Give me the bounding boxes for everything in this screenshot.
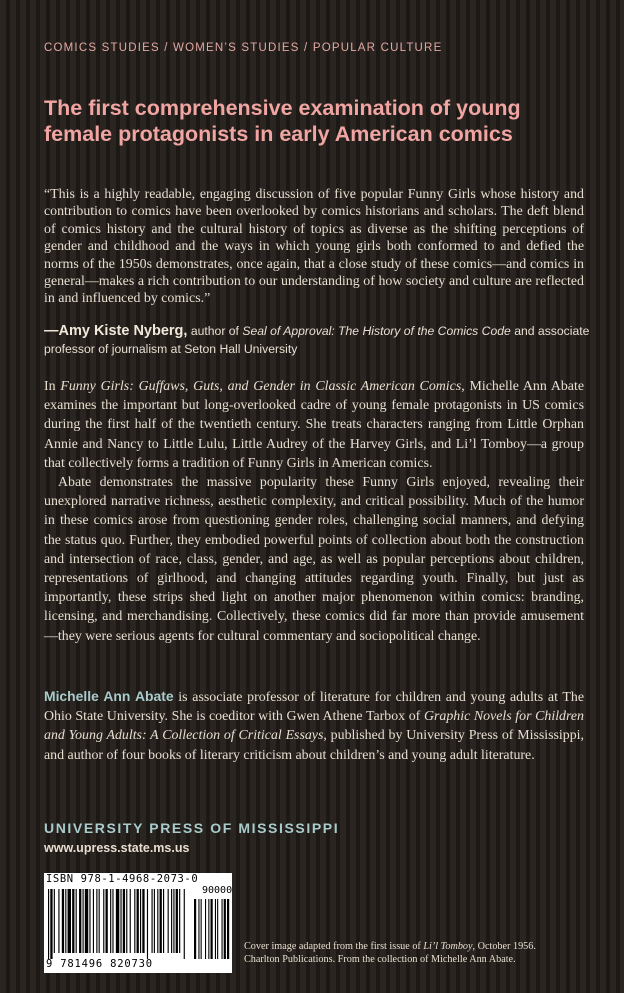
headline bbox=[44, 95, 604, 147]
credit-prefix: Cover image adapted from the first issue of bbox=[244, 941, 424, 952]
barcode-bar bbox=[137, 889, 139, 953]
barcode-bar bbox=[171, 889, 172, 953]
author-name: Michelle Ann Abate bbox=[44, 688, 174, 704]
barcode-bar bbox=[79, 889, 81, 953]
publisher-website: www.upress.state.ms.us bbox=[44, 841, 190, 855]
addon-bar bbox=[194, 899, 196, 959]
description-paragraph-2: Abate demonstrates the massive popularity these Funny Girls enjoyed, revealing their unexplored narrative richness, aesthetic complexity, and critical possibility. Much of the humor in these comics arose from questioning gender roles, challenging social manners, and defying the status quo. Further, they embodied powerful points of collection about both the construction and intersection of race, class, gender, and age, as well as popular perceptions about children, representations of girlhood, and changing attitudes regarding youth. Finally, but just as importantly, these strips shed light on another major phenomenon within comics: branding, licensing, and merchandising. Collectively, these comics did far more than provide amusement—they were serious agents for cultural commentary and sociopolitical change. bbox=[44, 475, 584, 644]
endorsement-attribution bbox=[44, 322, 594, 358]
barcode-bar bbox=[142, 889, 144, 953]
addon-bar bbox=[198, 899, 199, 959]
price-code: 90000 bbox=[202, 885, 233, 896]
barcode-bar bbox=[184, 889, 185, 959]
barcode-bar bbox=[134, 889, 135, 953]
endorser-role: and associate professor of journalism at Seton Hall University bbox=[44, 324, 590, 356]
endorser-book-title: Seal of Approval: The History of the Comics Code bbox=[242, 324, 511, 338]
barcode-bar bbox=[176, 889, 178, 953]
isbn-barcode bbox=[44, 873, 232, 973]
author-bio bbox=[44, 687, 584, 765]
barcode-bar bbox=[140, 889, 141, 953]
credit-title: Li’l Tomboy bbox=[423, 941, 473, 952]
attribution-author-of: author of bbox=[187, 324, 243, 338]
bio-text-2: , published by University Press of Mississippi, and author of four books of literary criticism about children’s and young adult literature. bbox=[44, 728, 585, 763]
barcode-bar bbox=[48, 889, 49, 959]
addon-bar bbox=[208, 899, 209, 959]
addon-bar bbox=[215, 899, 216, 959]
description-lead: In bbox=[44, 379, 61, 394]
barcode-bar bbox=[85, 889, 88, 953]
barcode-bar bbox=[110, 889, 111, 953]
barcode-bar bbox=[112, 889, 113, 953]
barcode-bar bbox=[163, 889, 164, 953]
barcode-bar bbox=[152, 889, 153, 953]
barcode-bar bbox=[123, 889, 125, 953]
barcode-bar bbox=[58, 889, 59, 953]
bio-text-1: is associate professor of literature for children and young adults at The Ohio State University. She is coeditor with Gwen Athene Tarbox of bbox=[44, 690, 584, 725]
publisher-name: UNIVERSITY PRESS OF MISSISSIPPI bbox=[44, 820, 340, 836]
barcode-bar bbox=[157, 889, 158, 953]
addon-bar bbox=[222, 899, 223, 959]
endorsement-quote: “This is a highly readable, engaging discussion of five popular Funny Girls whose history and contribution to comics have been overlooked by comics historians and scholars. The deft blend of comics history and the cultural history of topics as diverse as the shifting perceptions of gender and childhood and the ways in which young girls both conformed to and defied the norms of the 1950s demonstrates, once again, that a close study of these comics—and comics in general—makes a rich contribution to our understanding of how society and culture are reflected in and influenced by comics.” bbox=[44, 187, 584, 307]
barcode-bar bbox=[160, 889, 162, 953]
barcode-bar bbox=[76, 889, 77, 953]
barcode-bar bbox=[89, 889, 90, 953]
isbn-label: ISBN 978-1-4968-2073-0 bbox=[46, 873, 199, 885]
barcode-bar bbox=[154, 889, 155, 953]
barcode-bar bbox=[50, 889, 52, 959]
subject-categories: COMICS STUDIES / WOMEN’S STUDIES / POPULAR CULTURE bbox=[44, 42, 443, 54]
endorser-name: —Amy Kiste Nyberg, bbox=[44, 323, 188, 339]
description-paragraph-1 bbox=[44, 377, 584, 473]
barcode-bar bbox=[83, 889, 84, 953]
addon-bar bbox=[201, 899, 202, 959]
addon-bar bbox=[224, 899, 226, 959]
addon-bar bbox=[227, 899, 229, 959]
barcode-bar bbox=[120, 889, 121, 953]
barcode-bar bbox=[179, 889, 180, 953]
barcode-bar bbox=[173, 889, 174, 953]
barcode-bar bbox=[68, 889, 71, 953]
barcode-bar bbox=[96, 889, 97, 953]
addon-bar bbox=[211, 899, 213, 959]
barcode-bars bbox=[44, 885, 232, 961]
barcode-bar bbox=[93, 889, 94, 953]
book-description bbox=[44, 377, 584, 646]
bio-book-title: Graphic Novels for Children and Young Adults: A Collection of Critical Essays bbox=[44, 709, 584, 744]
book-title: Funny Girls: Guffaws, Guts, and Gender in Classic American Comics bbox=[60, 379, 462, 394]
barcode-bar bbox=[106, 889, 108, 953]
barcode-bar bbox=[65, 889, 66, 953]
barcode-number: 9 781496 820730 bbox=[46, 958, 153, 970]
credit-suffix: , October 1956. Charlton Publications. From the collection of Michelle Ann Abate. bbox=[244, 941, 536, 965]
addon-bar bbox=[205, 899, 206, 959]
cover-image-credit bbox=[244, 940, 564, 966]
barcode-bar bbox=[130, 889, 131, 953]
barcode-bar bbox=[54, 889, 55, 953]
description-body-1: , Michelle Ann Abate examines the important but long-overlooked cadre of young female protagonists in US comics during the first half of the twentieth century. She treats characters ranging from Little Orphan Annie and Nancy to Little Lulu, Little Audrey of the Harvey Girls, and Li’l Tomboy—a group that collectively forms a tradition of Funny Girls in American comics. bbox=[44, 379, 584, 471]
headline-line-2: female protagonists in early American comics bbox=[44, 122, 513, 146]
barcode-bar bbox=[103, 889, 104, 953]
barcode-bar bbox=[147, 889, 148, 959]
barcode-bar bbox=[126, 889, 127, 953]
barcode-bar bbox=[116, 889, 119, 953]
barcode-bar bbox=[99, 889, 100, 953]
headline-line-1: The first comprehensive examination of young bbox=[44, 96, 521, 120]
barcode-bar bbox=[72, 889, 74, 953]
barcode-bar bbox=[62, 889, 64, 953]
addon-bar bbox=[217, 899, 218, 959]
barcode-bar bbox=[168, 889, 169, 953]
